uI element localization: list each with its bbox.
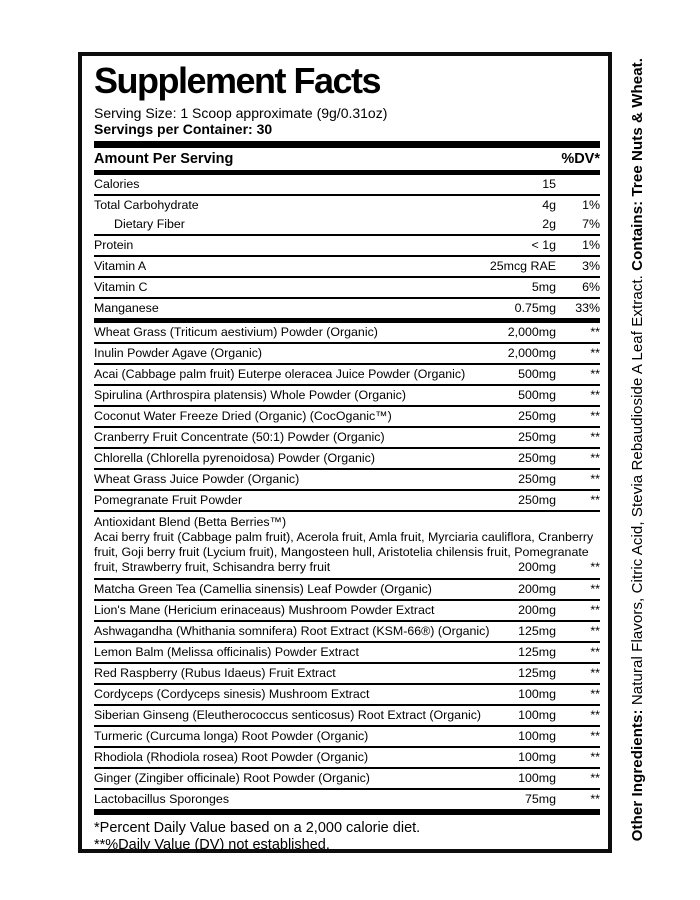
ingredient-amount: 500mg: [518, 388, 556, 403]
ingredient-amount: 125mg: [518, 624, 556, 639]
table-row: [94, 363, 600, 384]
ingredient-amount: 250mg: [518, 472, 556, 487]
ingredient-name: Ashwagandha (Whithania somnifera) Root Extract (KSM-66®) (Organic): [94, 624, 490, 639]
ingredient-amount: 125mg: [518, 666, 556, 681]
footnote-dv-basis: *Percent Daily Value based on a 2,000 calorie diet.: [94, 819, 421, 836]
nutrient-amount: 0.75mg: [514, 301, 556, 316]
ingredient-name: Rhodiola (Rhodiola rosea) Root Powder (Organic): [94, 750, 369, 765]
column-header-row: [94, 148, 600, 170]
ingredient-dv: **: [590, 582, 600, 597]
ingredient-amount: 125mg: [518, 645, 556, 660]
footnotes: [94, 815, 600, 858]
nutrient-amount: 15: [542, 177, 556, 192]
ingredient-amount: 250mg: [518, 493, 556, 508]
ingredient-name: Lactobacillus Sporonges: [94, 792, 230, 807]
ingredient-name: Lemon Balm (Melissa officinalis) Powder Extract: [94, 645, 359, 660]
nutrient-name: Dietary Fiber: [114, 217, 185, 232]
table-row: [94, 276, 600, 297]
ingredient-dv: **: [590, 346, 600, 361]
dv-header: %DV*: [561, 150, 600, 167]
table-row: [94, 683, 600, 704]
ingredient-rows-upper: [94, 323, 600, 510]
ingredient-dv: **: [590, 666, 600, 681]
ingredient-dv: **: [590, 771, 600, 786]
ingredient-dv: **: [590, 624, 600, 639]
table-row: [94, 746, 600, 767]
blend-description: Acai berry fruit (Cabbage palm fruit), Acerola fruit, Amla fruit, Myrciaria cauliflora, Cranberry fruit, Goji berry fruit (Lycium fruit), Mangosteen hull, Aristotelia chilensis fruit, Pomegranate fruit, Strawberry fruit, Schisandra berry fruit: [94, 529, 594, 574]
table-row: [94, 580, 600, 599]
ingredient-dv: **: [590, 409, 600, 424]
table-row: [94, 297, 600, 318]
ingredient-name: Wheat Grass Juice Powder (Organic): [94, 472, 300, 487]
ingredient-dv: **: [590, 388, 600, 403]
ingredient-amount: 75mg: [525, 792, 556, 807]
table-row: [94, 215, 600, 234]
footnote-dv-not-established: **%Daily Value (DV) not established.: [94, 837, 330, 854]
page-title: Supplement Facts: [94, 60, 381, 101]
ingredient-dv: **: [590, 430, 600, 445]
ingredient-dv: **: [590, 708, 600, 723]
nutrient-name: Vitamin C: [94, 280, 148, 295]
supplement-facts-panel: [78, 52, 612, 853]
ingredient-amount: 100mg: [518, 771, 556, 786]
other-ingredients-vertical-text: [629, 58, 646, 841]
antioxidant-blend-row: [94, 510, 600, 580]
ingredient-amount: 100mg: [518, 750, 556, 765]
ingredient-amount: 500mg: [518, 367, 556, 382]
table-row: [94, 725, 600, 746]
nutrient-amount: 25mcg RAE: [489, 259, 556, 274]
ingredient-amount: 2,000mg: [507, 346, 556, 361]
ingredient-name: Spirulina (Arthrospira platensis) Whole Powder (Organic): [94, 388, 406, 403]
nutrient-name: Protein: [94, 238, 134, 253]
nutrient-dv: 3%: [582, 259, 600, 274]
ingredient-amount: 200mg: [518, 582, 556, 597]
table-row: [94, 767, 600, 788]
ingredient-name: Red Raspberry (Rubus Idaeus) Fruit Extract: [94, 666, 336, 681]
table-row: [94, 405, 600, 426]
ingredient-dv: **: [590, 603, 600, 618]
nutrient-name: Total Carbohydrate: [94, 198, 199, 213]
ingredient-name: Wheat Grass (Triticum aestivium) Powder (Organic): [94, 325, 378, 340]
ingredient-dv: **: [590, 493, 600, 508]
nutrient-dv: 1%: [582, 198, 600, 213]
nutrient-amount: 2g: [542, 217, 556, 232]
nutrient-rows: [94, 175, 600, 318]
table-row: [94, 426, 600, 447]
table-row: [94, 641, 600, 662]
ingredient-amount: 100mg: [518, 729, 556, 744]
ingredient-name: Siberian Ginseng (Eleutherococcus senticosus) Root Extract (Organic): [94, 708, 482, 723]
ingredient-name: Lion's Mane (Hericium erinaceaus) Mushroom Powder Extract: [94, 603, 435, 618]
ingredient-amount: 100mg: [518, 687, 556, 702]
ingredient-amount: 250mg: [518, 409, 556, 424]
divider-bar-thick: [94, 141, 600, 148]
table-row: [94, 489, 600, 510]
table-row: [94, 175, 600, 194]
table-row: [94, 234, 600, 255]
ingredient-dv: **: [590, 750, 600, 765]
ingredient-dv: **: [590, 687, 600, 702]
table-row: [94, 620, 600, 641]
table-row: [94, 255, 600, 276]
nutrient-name: Vitamin A: [94, 259, 147, 274]
ingredient-dv: **: [590, 451, 600, 466]
ingredient-name: Chlorella (Chlorella pyrenoidosa) Powder (Organic): [94, 451, 375, 466]
ingredient-name: Cordyceps (Cordyceps sinesis) Mushroom Extract: [94, 687, 370, 702]
ingredient-dv: **: [590, 325, 600, 340]
contains-statement: Contains: Tree Nuts & Wheat.: [628, 58, 646, 272]
servings-per-container-text: Servings per Container: 30: [94, 120, 273, 137]
ingredient-amount: 200mg: [518, 603, 556, 618]
side-text-container: [620, 0, 654, 900]
table-row: [94, 447, 600, 468]
nutrient-dv: 6%: [582, 280, 600, 295]
nutrient-dv: 7%: [582, 217, 600, 232]
ingredient-name: Cranberry Fruit Concentrate (50:1) Powder (Organic): [94, 430, 385, 445]
table-row: [94, 468, 600, 489]
table-row: [94, 384, 600, 405]
table-row: [94, 662, 600, 683]
nutrient-amount: < 1g: [531, 238, 556, 253]
ingredient-dv: **: [590, 367, 600, 382]
ingredient-dv: **: [590, 645, 600, 660]
ingredient-amount: 250mg: [518, 451, 556, 466]
ingredient-rows-lower: [94, 580, 600, 809]
ingredient-dv: **: [590, 729, 600, 744]
nutrient-amount: 4g: [542, 198, 556, 213]
table-row: [94, 599, 600, 620]
table-row: [94, 342, 600, 363]
ingredient-name: Ginger (Zingiber officinale) Root Powder (Organic): [94, 771, 370, 786]
ingredient-name: Turmeric (Curcuma longa) Root Powder (Organic): [94, 729, 369, 744]
table-row: [94, 788, 600, 809]
ingredient-amount: 100mg: [518, 708, 556, 723]
nutrient-name: Manganese: [94, 301, 159, 316]
table-row: [94, 704, 600, 725]
amount-per-serving-header: Amount Per Serving: [94, 150, 234, 167]
serving-size-text: Serving Size: 1 Scoop approximate (9g/0.31oz): [94, 104, 388, 121]
nutrient-amount: 5mg: [531, 280, 556, 295]
nutrient-dv: 33%: [575, 301, 600, 316]
ingredient-amount: 2,000mg: [507, 325, 556, 340]
ingredient-name: Inulin Powder Agave (Organic): [94, 346, 263, 361]
table-row: [94, 323, 600, 342]
nutrient-name: Calories: [94, 177, 140, 192]
blend-amount: 200mg: [518, 559, 556, 574]
ingredient-name: Matcha Green Tea (Camellia sinensis) Leaf Powder (Organic): [94, 582, 432, 597]
ingredient-dv: **: [590, 792, 600, 807]
blend-dv: **: [590, 559, 600, 574]
blend-title: Antioxidant Blend (Betta Berries™): [94, 514, 287, 529]
ingredient-name: Acai (Cabbage palm fruit) Euterpe oleracea Juice Powder (Organic): [94, 367, 466, 382]
ingredient-dv: **: [590, 472, 600, 487]
ingredient-amount: 250mg: [518, 430, 556, 445]
other-ingredients-list: Natural Flavors, Citric Acid, Stevia Rebaudioside A Leaf Extract.: [628, 271, 646, 710]
other-ingredients-label: Other Ingredients:: [628, 709, 646, 842]
ingredient-name: Pomegranate Fruit Powder: [94, 493, 243, 508]
ingredient-name: Coconut Water Freeze Dried (Organic) (CocOganic™): [94, 409, 392, 424]
table-row: [94, 194, 600, 215]
nutrient-dv: 1%: [582, 238, 600, 253]
